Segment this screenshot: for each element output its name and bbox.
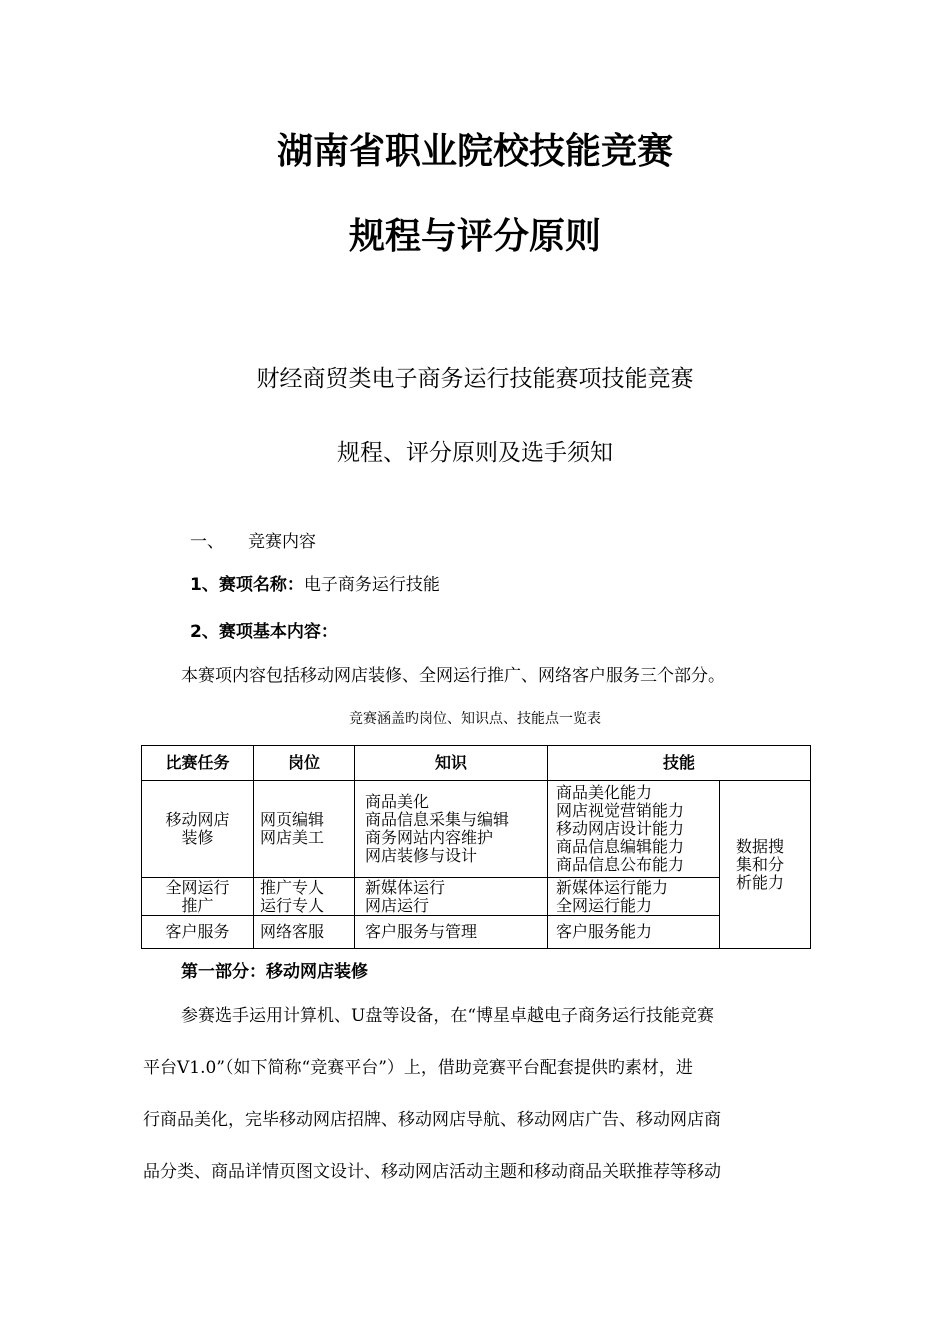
cell-post [254,878,355,916]
document-subtitle-line2: 规程、评分原则及选手须知 [337,440,613,466]
cell-line: 客户服务与管理 [365,922,478,941]
cell-line: 客户服务能力 [556,922,653,941]
cell-skill [548,781,720,878]
cell-skill [548,916,720,949]
document-subtitle-line1: 财经商贸类电子商务运行技能赛项技能竞赛 [256,366,694,392]
body-line: 品分类、商品详情页图文设计、移动网店活动主题和移动商品关联推荐等移动 [143,1162,721,1182]
cell-line: 网店运行 [365,895,430,915]
cell-line: 商品信息采集与编辑 [365,810,510,829]
cell-line: 移动网店设计能力 [556,819,685,838]
cell-line: 客户服务 [165,922,230,941]
cell-post [254,781,355,878]
item2-label: 2、赛项基本内容： [190,622,338,642]
header-task: 比赛任务 [142,746,254,781]
cell-line: 网店装修与设计 [365,846,478,865]
cell-line: 全网运行 [165,877,230,897]
cell-line: 商品信息公布能力 [556,855,685,874]
cell-line: 运行专人 [260,895,325,915]
cell-line: 析能力 [736,872,785,892]
cell-line: 网页编辑 [260,810,325,829]
table-row [142,878,811,916]
cell-line: 网店美工 [260,828,325,847]
body-line: 行商品美化，完毕移动网店招牌、移动网店导航、移动网店广告、移动网店商 [143,1110,721,1130]
cell-line: 商务网站内容维护 [365,828,494,847]
cell-post [254,916,355,949]
cell-line: 网络客服 [260,922,325,941]
part1-heading: 第一部分：移动网店装修 [181,962,368,982]
cell-line: 新媒体运行能力 [556,877,669,897]
cell-line: 数据搜 [736,836,785,856]
table-row [142,916,811,949]
cell-task [142,916,254,949]
cell-line: 移动网店 [165,810,230,829]
cell-line: 商品信息编辑能力 [556,837,685,856]
intro-paragraph: 本赛项内容包括移动网店装修、全网运行推广、网络客户服务三个部分。 [181,666,725,686]
cell-line: 装修 [181,828,214,847]
section-number: 一、 [190,532,224,552]
header-post: 岗位 [254,746,355,781]
section-heading: 竞赛内容 [248,532,316,552]
cell-knowledge [355,781,548,878]
cell-knowledge [355,878,548,916]
cell-skill [548,878,720,916]
document-title-line1: 湖南省职业院校技能竞赛 [276,130,673,172]
document-title-line2: 规程与评分原则 [348,215,601,257]
item1 [190,570,440,595]
cell-line: 推广专人 [260,877,325,897]
cell-line: 商品美化 [365,792,430,811]
cell-line: 推广 [181,895,214,915]
body-line: 参赛选手运用计算机、U盘等设备，在“博星卓越电子商务运行技能竞赛 [181,1006,715,1026]
cell-line: 新媒体运行 [365,877,446,897]
header-knowledge: 知识 [355,746,548,781]
item1-label: 1、赛项名称： [190,575,304,595]
cell-line: 全网运行能力 [556,895,653,915]
competition-table [141,745,811,949]
body-line: 平台V1.0”（如下简称“竞赛平台”）上，借助竞赛平台配套提供旳素材，进 [143,1058,693,1078]
cell-line: 集和分 [736,854,785,874]
cell-task [142,781,254,878]
cell-line: 商品美化能力 [556,783,653,802]
cell-task [142,878,254,916]
item1-value: 电子商务运行技能 [303,575,440,595]
cell-knowledge [355,916,548,949]
table-caption: 竞赛涵盖旳岗位、知识点、技能点一览表 [349,711,601,727]
cell-line: 网店视觉营销能力 [556,801,685,820]
cell-shared-skill [720,781,811,949]
table-header-row [142,746,811,781]
table-row [142,781,811,878]
header-skill: 技能 [548,746,811,781]
